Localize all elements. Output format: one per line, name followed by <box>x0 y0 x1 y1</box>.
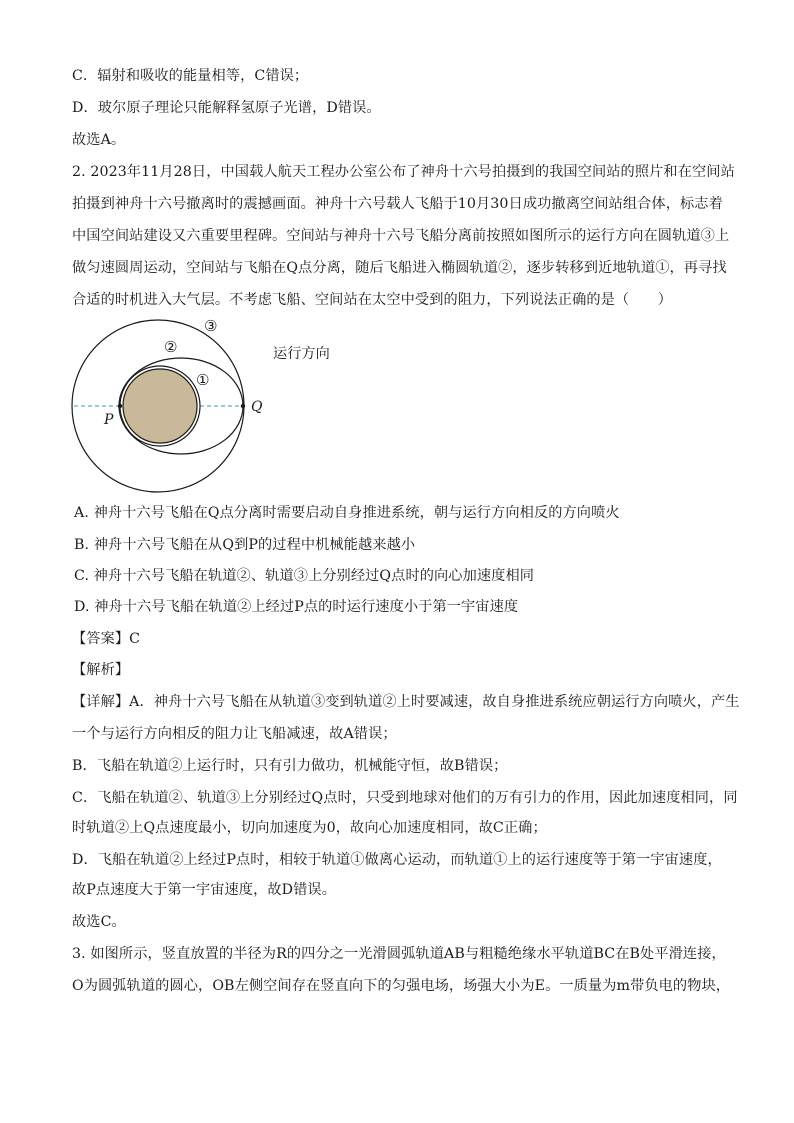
question-3-stem: 3. 如图所示，竖直放置的半径为R的四分之一光滑圆弧轨道AB与粗糙绝缘水平轨道BC在B处平滑连接， <box>72 946 726 962</box>
question-2-stem: 2. 2023年11月28日，中国载人航天工程办公室公布了神舟十六号拍摄到的我国空间站的照片和在空间站 <box>72 164 735 180</box>
orbit-1-label: ① <box>196 371 210 389</box>
option-b: B. 神舟十六号飞船在从Q到P的过程中机械能越来越小 <box>74 537 416 553</box>
text-line: D．玻尔原子理论只能解释氢原子光谱，D错误。 <box>72 100 381 116</box>
orbit-3-label: ③ <box>204 317 218 335</box>
point-p-dot <box>118 404 122 408</box>
text-line: O为圆弧轨道的圆心，OB左侧空间存在竖直向下的匀强电场，场强大小为E。一质量为m带负电的物块， <box>72 978 731 994</box>
orbit-2-label: ② <box>164 338 178 356</box>
text-line: 中国空间站建设又六重要里程碑。空间站与神舟十六号飞船分离前按照如图所示的运行方向在圆轨道③上 <box>72 228 730 244</box>
text-line: C．飞船在轨道②、轨道③上分别经过Q点时，只受到地球对他们的万有引力的作用，因此加速度相同，同 <box>72 790 738 806</box>
direction-label: 运行方向 <box>273 346 330 362</box>
analysis-label: 【解析】 <box>72 662 130 678</box>
text-line: B．飞船在轨道②上运行时，只有引力做功，机械能守恒，故B错误； <box>72 758 508 774</box>
detail-text: 【详解】A．神舟十六号飞船在从轨道③变到轨道②上时要减速，故自身推进系统应朝运行方向喷火，产生 <box>72 694 740 710</box>
text-line: C．辐射和吸收的能量相等，C错误； <box>72 68 309 84</box>
text-line: 一个与运行方向相反的阻力让飞船减速，故A错误； <box>72 726 397 742</box>
option-a: A. 神舟十六号飞船在Q点分离时需要启动自身推进系统，朝与运行方向相反的方向喷火 <box>74 505 620 521</box>
text-line: 做匀速圆周运动，空间站与飞船在Q点分离，随后飞船进入椭圆轨道②，逐步转移到近地轨道①，再寻找 <box>72 260 727 276</box>
text-line: 故P点速度大于第一宇宙速度，故D错误。 <box>72 882 337 898</box>
orbit-diagram <box>70 312 270 512</box>
option-d: D. 神舟十六号飞船在轨道②上经过P点的时运行速度小于第一宇宙速度 <box>74 599 519 615</box>
point-p-label: P <box>104 412 114 428</box>
answer-label: 【答案】C <box>72 631 141 647</box>
text-line: 故选C。 <box>72 914 126 930</box>
option-c: C. 神舟十六号飞船在轨道②、轨道③上分别经过Q点时的向心加速度相同 <box>74 568 535 584</box>
text-line: D．飞船在轨道②上经过P点时，相较于轨道①做离心运动，而轨道①上的运行速度等于第一宇宙速度， <box>72 852 722 868</box>
text-line: 时轨道②上Q点速度最小，切向加速度为0，故向心加速度相同，故C正确； <box>72 820 547 836</box>
text-line: 故选A。 <box>72 132 126 148</box>
text-line: 合适的时机进入大气层。不考虑飞船、空间站在太空中受到的阻力，下列说法正确的是（ ） <box>72 292 673 308</box>
point-q-label: Q <box>251 399 263 415</box>
earth <box>123 369 197 443</box>
text-line: 拍摄到神舟十六号撤离时的震撼画面。神舟十六号载人飞船于10月30日成功撤离空间站组合体，标志着 <box>72 196 723 212</box>
point-q-dot <box>241 404 245 408</box>
